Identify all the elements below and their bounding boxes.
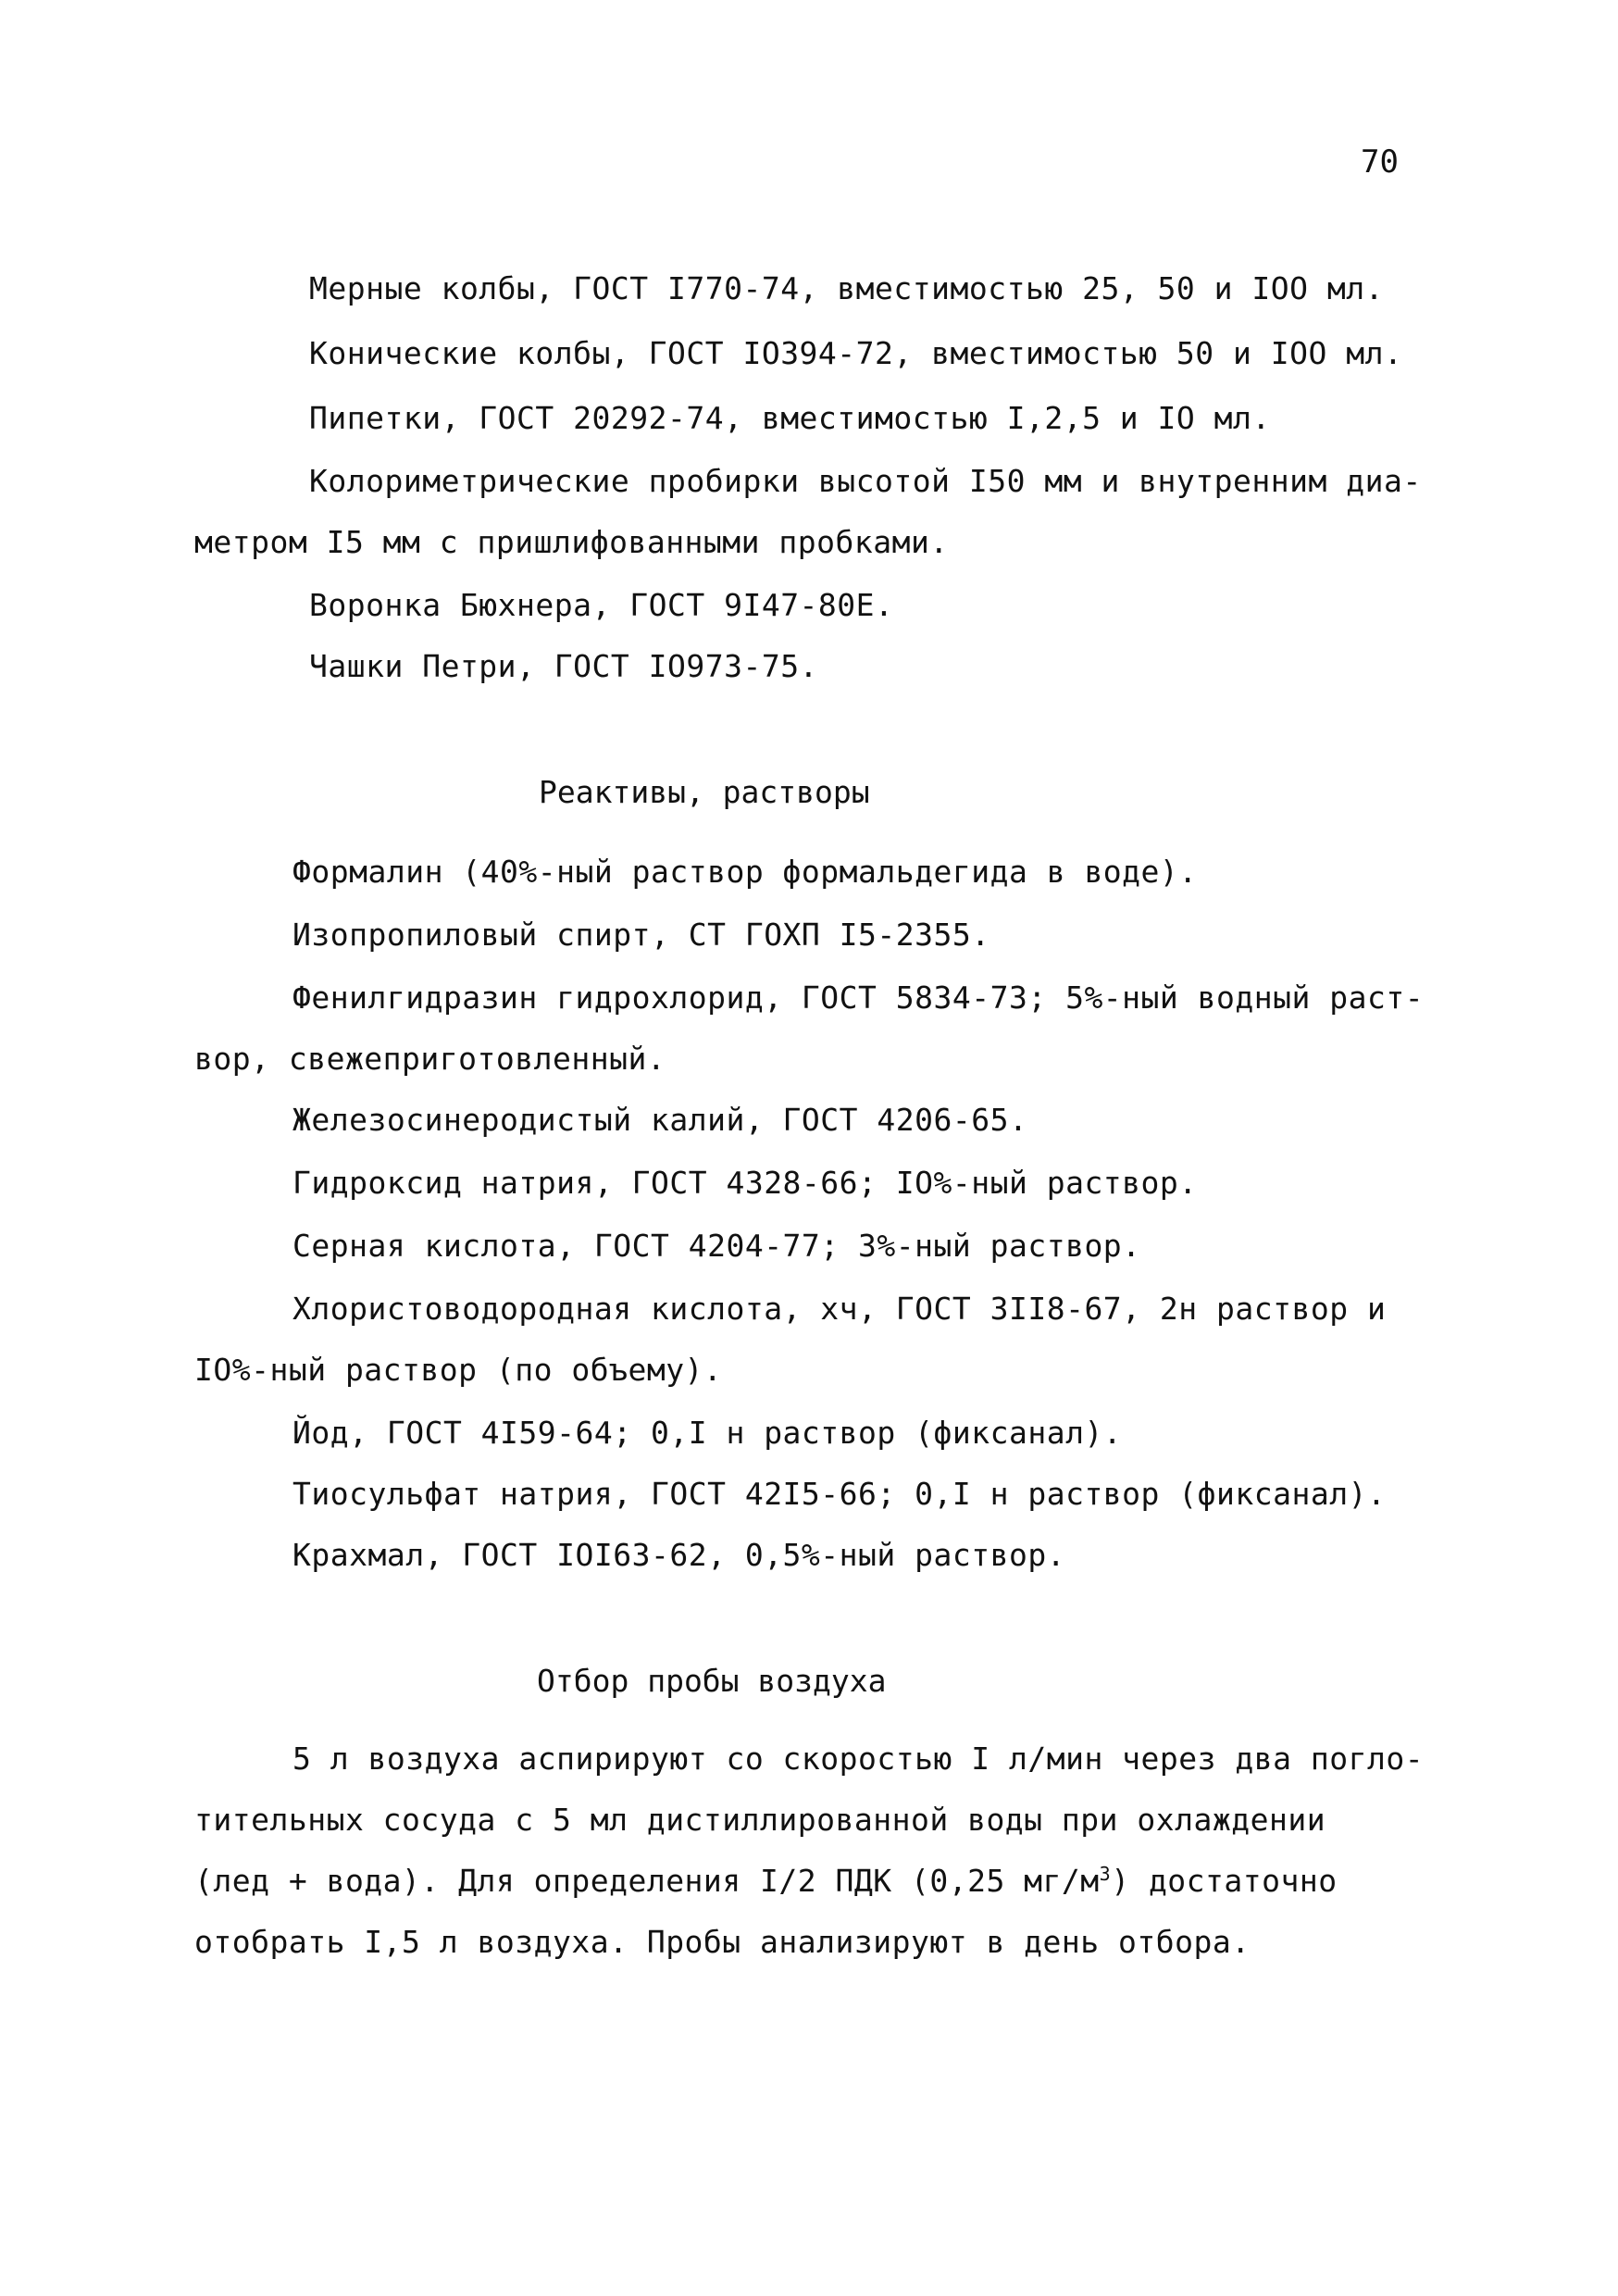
reagent-line-4: вор, свежеприготовленный. [194,1041,666,1077]
sampling-line-3 [194,1863,1338,1899]
sampling-line-1: 5 л воздуха аспирируют со скоростью I л/мин через два погло- [292,1741,1425,1777]
reagent-line-11: Тиосульфат натрия, ГОСТ 42I5-66; 0,I н раствор (фиксанал). [292,1476,1387,1512]
reagent-line-8: Хлористоводородная кислота, хч, ГОСТ 3II8-67, 2н раствор и [292,1291,1387,1327]
equipment-line-5: метром I5 мм с пришлифованными пробками. [194,524,949,560]
reagents-heading: Реактивы, растворы [539,774,870,810]
sampling-line-3-main: (лед + вода). Для определения I/2 ПДК (0,25 мг/м [194,1863,1100,1899]
superscript-cube: 3 [1099,1863,1112,1885]
equipment-line-2: Конические колбы, ГОСТ IO394-72, вместимостью 50 и IOO мл. [309,335,1403,371]
reagent-line-2: Изопропиловый спирт, СТ ГОХП I5-2355. [292,917,990,953]
reagent-line-3: Фенилгидразин гидрохлорид, ГОСТ 5834-73; 5%-ный водный раст- [292,980,1425,1016]
equipment-line-1: Мерные колбы, ГОСТ I770-74, вместимостью 25, 50 и IOO мл. [309,270,1384,306]
reagent-line-10: Йод, ГОСТ 4I59-64; 0,I н раствор (фиксанал). [292,1415,1123,1451]
reagent-line-5: Железосинеродистый калий, ГОСТ 4206-65. [292,1102,1028,1138]
sampling-line-4: отобрать I,5 л воздуха. Пробы анализируют в день отбора. [194,1924,1251,1960]
reagent-line-6: Гидроксид натрия, ГОСТ 4328-66; IO%-ный раствор. [292,1165,1198,1201]
page-number: 70 [1361,144,1399,181]
equipment-line-4: Колориметрические пробирки высотой I50 мм и внутренним диа- [309,463,1422,499]
reagent-line-1: Формалин (40%-ный раствор формальдегида в воде). [292,854,1198,890]
sampling-heading: Отбор пробы воздуха [537,1663,887,1699]
sampling-line-3-end: ) достаточно [1111,1863,1338,1899]
sampling-line-2: тительных сосуда с 5 мл дистиллированной воды при охлаждении [194,1802,1326,1838]
equipment-line-6: Воронка Бюхнера, ГОСТ 9I47-80Е. [309,587,894,623]
equipment-line-7: Чашки Петри, ГОСТ IO973-75. [309,648,818,684]
reagent-line-12: Крахмал, ГОСТ IOI63-62, 0,5%-ный раствор. [292,1537,1066,1573]
reagent-line-7: Серная кислота, ГОСТ 4204-77; 3%-ный раствор. [292,1228,1141,1264]
reagent-line-9: IO%-ный раствор (по объему). [194,1352,723,1388]
equipment-line-3: Пипетки, ГОСТ 20292-74, вместимостью I,2,5 и IO мл. [309,400,1271,436]
